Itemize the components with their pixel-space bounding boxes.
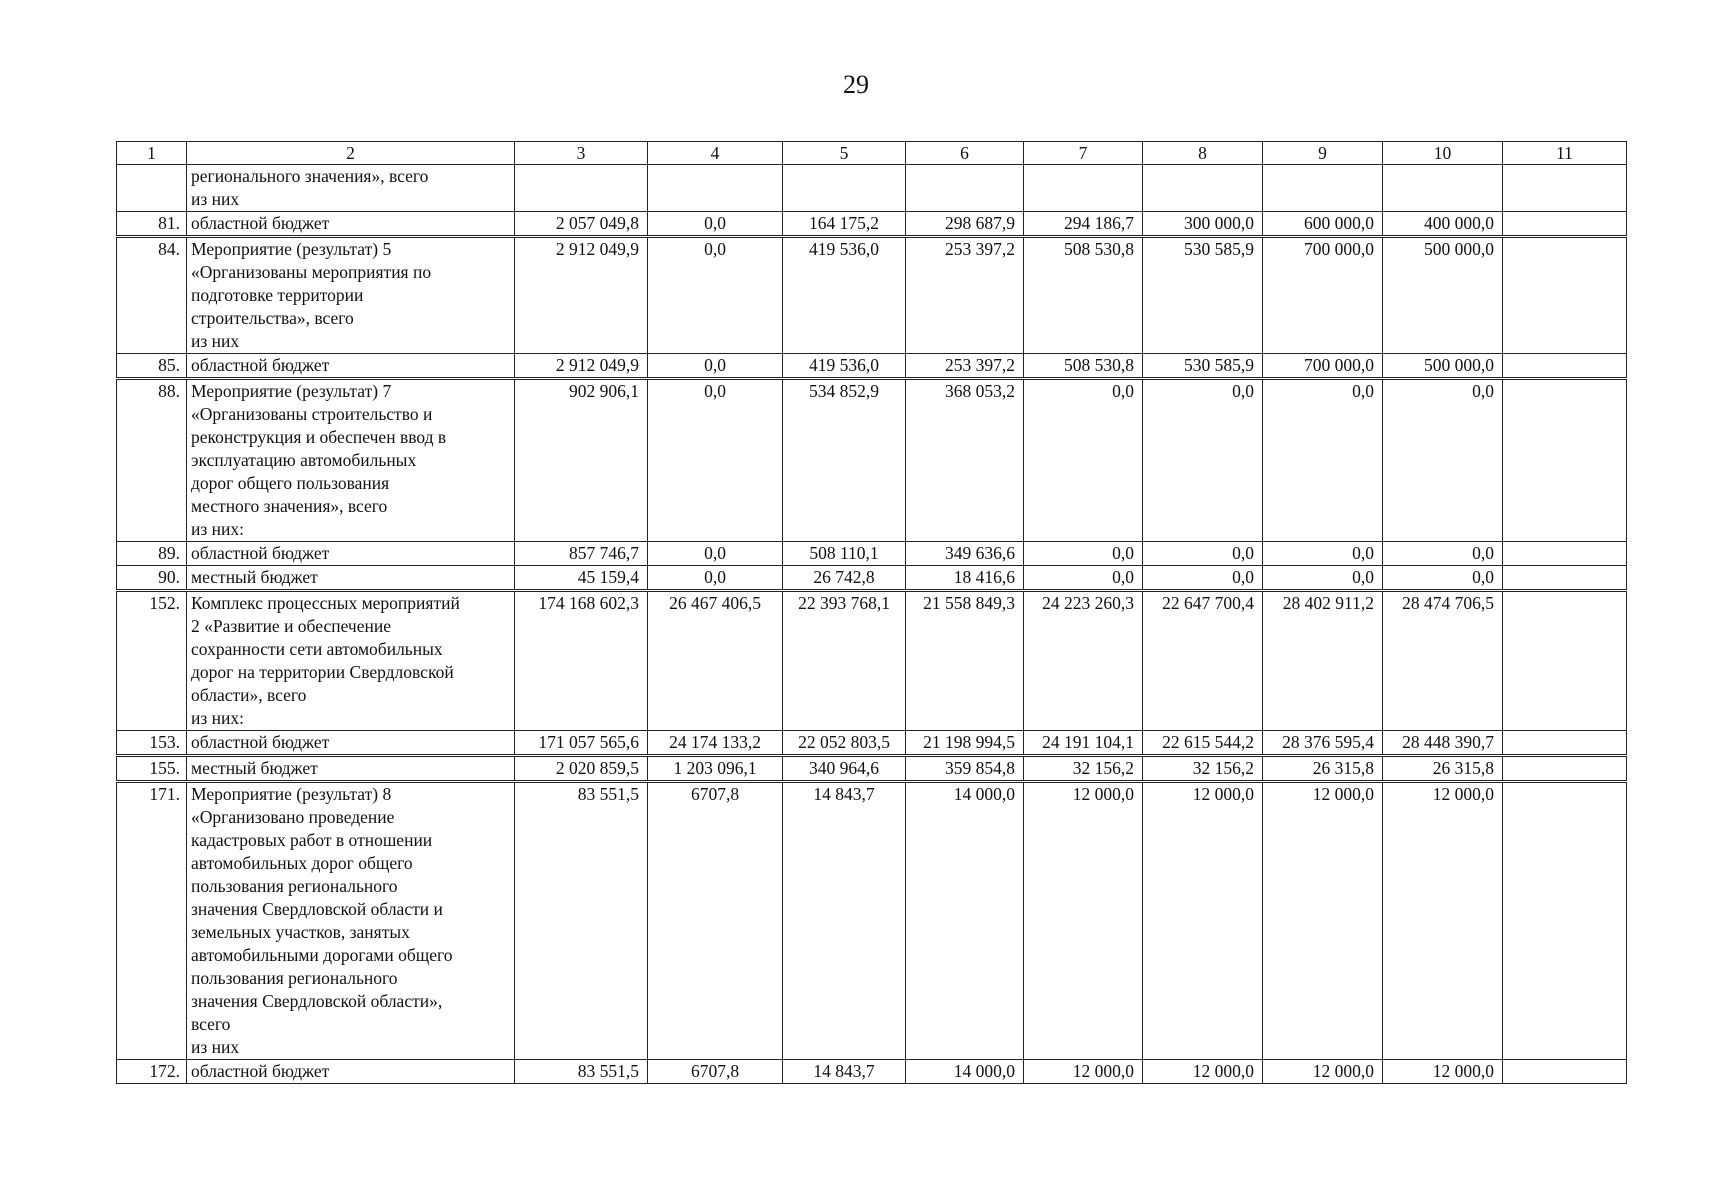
row-number: 89. — [117, 542, 187, 566]
value-cell: 508 530,8 — [1024, 354, 1143, 379]
column-header: 3 — [515, 142, 648, 165]
value-cell: 508 110,1 — [783, 542, 906, 566]
row-number: 152. — [117, 591, 187, 731]
value-cell: 0,0 — [648, 566, 783, 591]
row-number: 90. — [117, 566, 187, 591]
value-cell: 28 448 390,7 — [1383, 731, 1503, 756]
value-cell: 12 000,0 — [1383, 782, 1503, 1060]
value-cell: 300 000,0 — [1143, 212, 1263, 237]
value-cell: 12 000,0 — [1143, 1060, 1263, 1084]
table-row — [117, 566, 1627, 591]
value-cell: 0,0 — [1143, 566, 1263, 591]
row-number: 172. — [117, 1060, 187, 1084]
row-description: областной бюджет — [187, 542, 515, 566]
column-header: 5 — [783, 142, 906, 165]
column-header: 7 — [1024, 142, 1143, 165]
value-cell — [515, 165, 648, 212]
value-cell: 12 000,0 — [1263, 782, 1383, 1060]
value-cell — [1503, 542, 1627, 566]
value-cell: 83 551,5 — [515, 782, 648, 1060]
value-cell: 500 000,0 — [1383, 237, 1503, 354]
column-header: 9 — [1263, 142, 1383, 165]
table-row — [117, 782, 1627, 1060]
value-cell: 0,0 — [1263, 542, 1383, 566]
value-cell: 0,0 — [1143, 542, 1263, 566]
value-cell: 400 000,0 — [1383, 212, 1503, 237]
value-cell — [783, 165, 906, 212]
row-number: 153. — [117, 731, 187, 756]
value-cell: 530 585,9 — [1143, 354, 1263, 379]
value-cell: 700 000,0 — [1263, 354, 1383, 379]
row-description: Мероприятие (результат) 7 «Организованы строительство и реконструкция и обеспечен ввод в эксплуатацию автомобильных дорог общего пользования местного значения», всего из них: — [187, 379, 515, 542]
value-cell — [1263, 165, 1383, 212]
value-cell: 534 852,9 — [783, 379, 906, 542]
value-cell: 22 647 700,4 — [1143, 591, 1263, 731]
value-cell — [1503, 756, 1627, 782]
value-cell: 24 174 133,2 — [648, 731, 783, 756]
value-cell: 0,0 — [648, 354, 783, 379]
value-cell: 0,0 — [1024, 379, 1143, 542]
row-number: 85. — [117, 354, 187, 379]
value-cell — [1503, 1060, 1627, 1084]
value-cell: 340 964,6 — [783, 756, 906, 782]
value-cell: 22 393 768,1 — [783, 591, 906, 731]
table-row — [117, 212, 1627, 237]
row-number: 155. — [117, 756, 187, 782]
value-cell — [1503, 237, 1627, 354]
value-cell: 2 912 049,9 — [515, 237, 648, 354]
column-header: 8 — [1143, 142, 1263, 165]
value-cell: 21 198 994,5 — [906, 731, 1024, 756]
value-cell: 359 854,8 — [906, 756, 1024, 782]
row-description: местный бюджет — [187, 566, 515, 591]
value-cell: 26 315,8 — [1263, 756, 1383, 782]
table-row — [117, 354, 1627, 379]
row-number: 171. — [117, 782, 187, 1060]
value-cell: 0,0 — [1263, 379, 1383, 542]
table-row — [117, 542, 1627, 566]
row-description: Мероприятие (результат) 5 «Организованы мероприятия по подготовке территории строительства», всего из них — [187, 237, 515, 354]
row-number: 81. — [117, 212, 187, 237]
value-cell: 28 474 706,5 — [1383, 591, 1503, 731]
row-description: регионального значения», всего из них — [187, 165, 515, 212]
value-cell: 14 000,0 — [906, 1060, 1024, 1084]
value-cell: 0,0 — [1383, 542, 1503, 566]
value-cell: 419 536,0 — [783, 237, 906, 354]
value-cell: 0,0 — [648, 237, 783, 354]
row-description: Комплекс процессных мероприятий 2 «Развитие и обеспечение сохранности сети автомобильных дорог на территории Свердловской области», всего из них: — [187, 591, 515, 731]
value-cell: 530 585,9 — [1143, 237, 1263, 354]
column-header: 2 — [187, 142, 515, 165]
value-cell: 500 000,0 — [1383, 354, 1503, 379]
column-header: 4 — [648, 142, 783, 165]
value-cell: 83 551,5 — [515, 1060, 648, 1084]
value-cell: 12 000,0 — [1383, 1060, 1503, 1084]
value-cell: 28 376 595,4 — [1263, 731, 1383, 756]
value-cell: 0,0 — [1024, 566, 1143, 591]
value-cell — [1503, 731, 1627, 756]
row-description: местный бюджет — [187, 756, 515, 782]
value-cell: 18 416,6 — [906, 566, 1024, 591]
value-cell: 294 186,7 — [1024, 212, 1143, 237]
value-cell — [1503, 782, 1627, 1060]
page-number: 29 — [843, 70, 869, 99]
value-cell: 0,0 — [1143, 379, 1263, 542]
value-cell: 21 558 849,3 — [906, 591, 1024, 731]
value-cell: 164 175,2 — [783, 212, 906, 237]
value-cell: 857 746,7 — [515, 542, 648, 566]
table-row — [117, 379, 1627, 542]
value-cell: 2 912 049,9 — [515, 354, 648, 379]
value-cell: 349 636,6 — [906, 542, 1024, 566]
value-cell: 174 168 602,3 — [515, 591, 648, 731]
column-header: 11 — [1503, 142, 1627, 165]
value-cell — [648, 165, 783, 212]
value-cell — [1024, 165, 1143, 212]
value-cell: 24 223 260,3 — [1024, 591, 1143, 731]
value-cell: 2 020 859,5 — [515, 756, 648, 782]
row-description: областной бюджет — [187, 212, 515, 237]
table-body — [117, 165, 1627, 1084]
header-row — [117, 142, 1627, 165]
row-description: областной бюджет — [187, 1060, 515, 1084]
column-header: 6 — [906, 142, 1024, 165]
value-cell: 0,0 — [1024, 542, 1143, 566]
value-cell: 14 000,0 — [906, 782, 1024, 1060]
value-cell: 12 000,0 — [1143, 782, 1263, 1060]
value-cell: 0,0 — [648, 542, 783, 566]
value-cell: 902 906,1 — [515, 379, 648, 542]
value-cell: 0,0 — [648, 379, 783, 542]
value-cell: 419 536,0 — [783, 354, 906, 379]
value-cell: 24 191 104,1 — [1024, 731, 1143, 756]
table-row — [117, 591, 1627, 731]
value-cell: 26 315,8 — [1383, 756, 1503, 782]
value-cell — [1503, 165, 1627, 212]
value-cell — [1383, 165, 1503, 212]
value-cell: 0,0 — [1383, 566, 1503, 591]
budget-table — [116, 141, 1627, 1084]
value-cell: 28 402 911,2 — [1263, 591, 1383, 731]
row-number: 88. — [117, 379, 187, 542]
value-cell — [906, 165, 1024, 212]
value-cell: 22 052 803,5 — [783, 731, 906, 756]
value-cell: 22 615 544,2 — [1143, 731, 1263, 756]
value-cell: 600 000,0 — [1263, 212, 1383, 237]
row-description: Мероприятие (результат) 8 «Организовано проведение кадастровых работ в отношении автомобильных дорог общего пользования регионального значения Свердловской области и земельных участков, занятых автомобильными дорогами общего пользования регионального значения Свердловской области», всего из них — [187, 782, 515, 1060]
value-cell: 14 843,7 — [783, 782, 906, 1060]
value-cell: 1 203 096,1 — [648, 756, 783, 782]
table-row — [117, 237, 1627, 354]
value-cell: 253 397,2 — [906, 354, 1024, 379]
value-cell — [1503, 566, 1627, 591]
value-cell: 45 159,4 — [515, 566, 648, 591]
table-row — [117, 1060, 1627, 1084]
value-cell: 171 057 565,6 — [515, 731, 648, 756]
value-cell: 0,0 — [648, 212, 783, 237]
value-cell — [1143, 165, 1263, 212]
value-cell: 14 843,7 — [783, 1060, 906, 1084]
column-header: 10 — [1383, 142, 1503, 165]
value-cell: 368 053,2 — [906, 379, 1024, 542]
value-cell: 12 000,0 — [1024, 1060, 1143, 1084]
value-cell: 32 156,2 — [1143, 756, 1263, 782]
value-cell: 26 467 406,5 — [648, 591, 783, 731]
table-row — [117, 731, 1627, 756]
value-cell — [1503, 591, 1627, 731]
value-cell: 26 742,8 — [783, 566, 906, 591]
table-row — [117, 165, 1627, 212]
value-cell: 298 687,9 — [906, 212, 1024, 237]
value-cell: 12 000,0 — [1263, 1060, 1383, 1084]
value-cell: 32 156,2 — [1024, 756, 1143, 782]
value-cell: 6707,8 — [648, 782, 783, 1060]
row-number: 84. — [117, 237, 187, 354]
value-cell: 6707,8 — [648, 1060, 783, 1084]
value-cell: 253 397,2 — [906, 237, 1024, 354]
value-cell: 700 000,0 — [1263, 237, 1383, 354]
value-cell: 2 057 049,8 — [515, 212, 648, 237]
column-header: 1 — [117, 142, 187, 165]
row-number — [117, 165, 187, 212]
table-row — [117, 756, 1627, 782]
value-cell: 0,0 — [1383, 379, 1503, 542]
row-description: областной бюджет — [187, 731, 515, 756]
value-cell: 0,0 — [1263, 566, 1383, 591]
row-description: областной бюджет — [187, 354, 515, 379]
value-cell: 508 530,8 — [1024, 237, 1143, 354]
value-cell — [1503, 379, 1627, 542]
value-cell — [1503, 212, 1627, 237]
value-cell: 12 000,0 — [1024, 782, 1143, 1060]
value-cell — [1503, 354, 1627, 379]
